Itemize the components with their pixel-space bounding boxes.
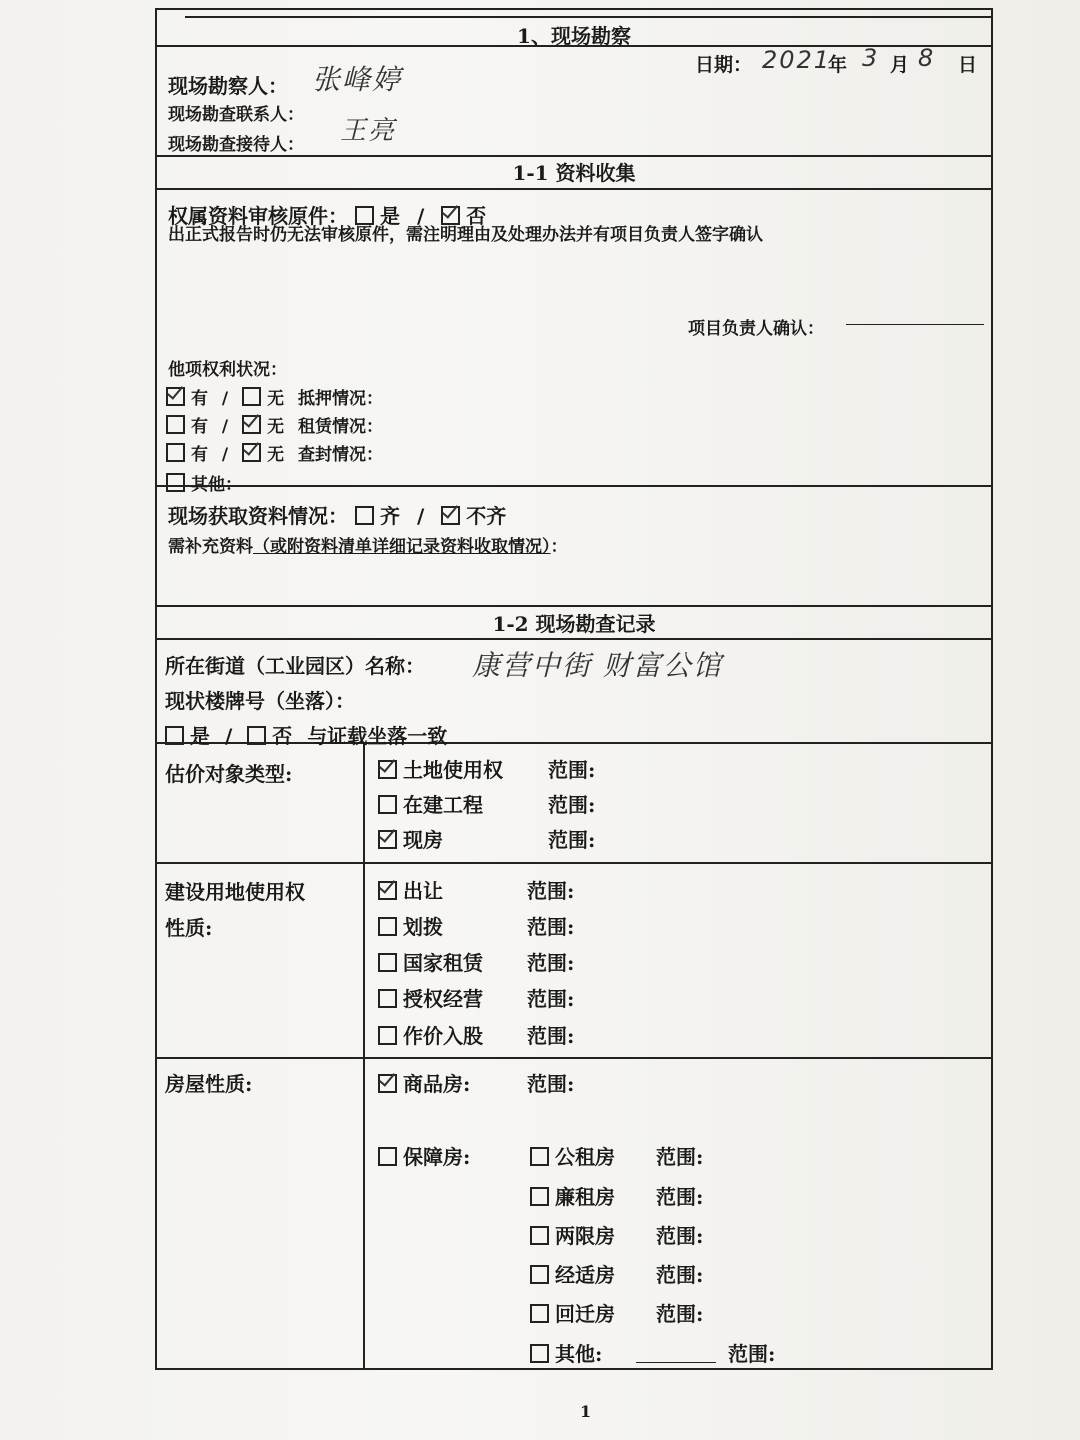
form-title: 1、现场勘察 [517,24,631,48]
affordable-public-rental [530,1141,615,1170]
scope-label-construction: 范围: [548,793,596,817]
scope-label-authorized: 范围: [527,987,575,1011]
existing-house-checkbox[interactable] [378,830,397,849]
manager-confirm-label: 项目负责人确认： [688,319,824,339]
price-limited-label: 两限房 [555,1224,615,1248]
construction-checkbox[interactable] [378,795,397,814]
onsite-rule [155,605,993,607]
onsite-complete-checkbox[interactable] [355,506,374,525]
manager-signature-line[interactable] [846,324,984,325]
transfer-checkbox[interactable] [378,881,397,900]
object-type-construction [378,789,483,818]
scope-label-state-lease: 范围: [527,951,575,975]
date-year: 2021 [762,46,832,74]
seizure-none-checkbox[interactable] [242,443,261,462]
house-nature-label: 房屋性质: [165,1072,253,1096]
other-rights-label-text: 其他： [191,475,242,495]
low-rent-checkbox[interactable] [530,1187,549,1206]
scope-label-public-rental: 范围: [656,1145,704,1169]
land-use-rule [155,1057,993,1059]
lease-label: 租赁情况： [297,417,383,437]
mortgage-none-checkbox[interactable] [242,387,261,406]
scope-label-economic: 范围: [656,1263,704,1287]
top-rule [185,16,993,18]
supplement-row [168,532,568,557]
onsite-incomplete-label: 不齐 [466,504,507,528]
economic-checkbox[interactable] [530,1265,549,1284]
contact-label: 现场勘查联系人： [168,105,304,125]
scope-label-existing: 范围: [548,828,596,852]
scope-label-other: 范围: [728,1342,776,1366]
onsite-materials [168,500,506,529]
other-type-checkbox[interactable] [530,1344,549,1363]
lease-separator: / [221,417,229,437]
object-type-label: 估价对象类型: [165,762,293,786]
scope-label-relocation: 范围: [656,1302,704,1326]
lease-none-label: 无 [267,417,285,437]
land-use-state-lease [378,947,483,976]
rights-rule [155,485,993,487]
public-rental-label: 公租房 [555,1145,615,1169]
allocation-checkbox[interactable] [378,917,397,936]
land-use-label-line2: 性质: [165,916,213,940]
land-use-right-label: 土地使用权 [403,758,503,782]
scope-label-equity: 范围: [527,1024,575,1048]
consistent-separator: / [224,724,233,748]
column-divider [363,742,365,1370]
land-use-allocation [378,911,443,940]
location-consistent-row [165,720,447,749]
other-rights-label: 他项权利状况： [168,360,287,380]
receiver-value: 王亮 [340,116,397,146]
object-type-existing [378,824,443,853]
commercial-row [378,1068,470,1097]
low-rent-label: 廉租房 [555,1185,615,1209]
section-1-2-title: 1-2 现场勘查记录 [492,612,656,636]
date-day: 8 [918,44,936,72]
state-lease-label: 国家租赁 [403,951,483,975]
consistent-no-checkbox[interactable] [247,726,266,745]
street-value: 康营中街 财富公馆 [472,649,723,682]
section-1-1-title: 1-1 资料收集 [512,161,636,185]
ownership-no-label: 否 [466,204,487,228]
land-use-authorized [378,983,483,1012]
date-year-unit: 年 [828,54,848,76]
ownership-yes-label: 是 [379,204,400,228]
scope-label-price-limited: 范围: [656,1224,704,1248]
street-label: 所在街道（工业园区）名称： [165,654,425,678]
mortgage-has-checkbox[interactable] [166,387,185,406]
authorized-checkbox[interactable] [378,989,397,1008]
economic-label: 经适房 [555,1263,615,1287]
seizure-label: 查封情况： [297,445,383,465]
land-use-equity [378,1020,483,1049]
land-use-transfer [378,875,443,904]
transfer-label: 出让 [403,879,443,903]
mortgage-label: 抵押情况： [297,389,383,409]
right-row-mortgage [166,384,383,409]
relocation-checkbox[interactable] [530,1304,549,1323]
lease-has-checkbox[interactable] [166,415,185,434]
date-day-unit: 日 [958,54,978,76]
affordable-price-limited [530,1220,615,1249]
right-row-other [166,470,242,495]
scope-label-low-rent: 范围: [656,1185,704,1209]
commercial-checkbox[interactable] [378,1074,397,1093]
equity-label: 作价入股 [403,1024,483,1048]
price-limited-checkbox[interactable] [530,1226,549,1245]
construction-label: 在建工程 [403,793,483,817]
relocation-label: 回迁房 [555,1302,615,1326]
mortgage-none-label: 无 [267,389,285,409]
right-row-lease [166,412,383,437]
surveyor-value: 张峰婷 [312,63,403,96]
affordable-label: 保障房: [403,1145,471,1169]
surveyor-label: 现场勘察人： [168,74,288,98]
lease-none-checkbox[interactable] [242,415,261,434]
consistent-label: 与证载坐落一致 [307,724,448,748]
affordable-low-rent [530,1181,615,1210]
other-type-blank-line[interactable] [636,1362,716,1363]
consistent-yes-label: 是 [190,724,210,748]
seizure-none-label: 无 [267,445,285,465]
authorized-label: 授权经营 [403,987,483,1011]
scope-label-allocation: 范围: [527,915,575,939]
land-use-label-line1: 建设用地使用权 [165,880,305,904]
other-rights-checkbox[interactable] [166,473,185,492]
date-label: 日期： [695,54,753,76]
section-1-2-rule [155,638,993,640]
seizure-separator: / [221,445,229,465]
affordable-other [530,1338,602,1367]
state-lease-checkbox[interactable] [378,953,397,972]
building-label: 现状楼牌号（坐落）： [165,689,355,713]
allocation-label: 划拨 [403,915,443,939]
equity-checkbox[interactable] [378,1026,397,1045]
public-rental-checkbox[interactable] [530,1147,549,1166]
supplement-colon: ： [550,537,568,557]
ownership-label: 权属资料审核原件： [168,204,348,228]
ownership-separator: / [416,204,425,228]
supplement-note: （或附资料清单详细记录资料收取情况） [253,537,551,557]
consistent-no-label: 否 [272,724,293,748]
ownership-note: 出正式报告时仍无法审核原件，需注明理由及处理办法并有项目负责人签字确认 [168,225,763,245]
scope-label-transfer: 范围: [527,879,575,903]
land-use-right-checkbox[interactable] [378,760,397,779]
receiver-label: 现场勘查接待人： [168,135,304,155]
date-month: 3 [862,44,880,72]
section-1-1-rule [155,188,993,190]
right-row-seizure [166,440,383,465]
object-type-rule [155,862,993,864]
onsite-complete-label: 齐 [379,504,400,528]
seizure-has-checkbox[interactable] [166,443,185,462]
lease-has-label: 有 [191,417,208,437]
object-type-land-use [378,754,503,783]
affordable-row [378,1141,470,1170]
mortgage-has-label: 有 [191,389,208,409]
affordable-relocation [530,1298,615,1327]
scope-label-land: 范围: [548,758,596,782]
onsite-separator: / [416,504,425,528]
supplement-label: 需补充资料 [168,537,253,557]
other-type-label: 其他: [555,1342,603,1366]
affordable-checkbox[interactable] [378,1147,397,1166]
scope-label-commercial: 范围: [527,1072,575,1096]
affordable-economic [530,1259,615,1288]
onsite-label: 现场获取资料情况： [168,504,348,528]
commercial-label: 商品房: [403,1072,471,1096]
mortgage-separator: / [221,389,229,409]
onsite-incomplete-checkbox[interactable] [441,506,460,525]
date-month-unit: 月 [890,54,910,76]
existing-house-label: 现房 [403,828,443,852]
page-number: 1 [580,1402,592,1421]
consistent-yes-checkbox[interactable] [165,726,184,745]
seizure-has-label: 有 [191,445,208,465]
